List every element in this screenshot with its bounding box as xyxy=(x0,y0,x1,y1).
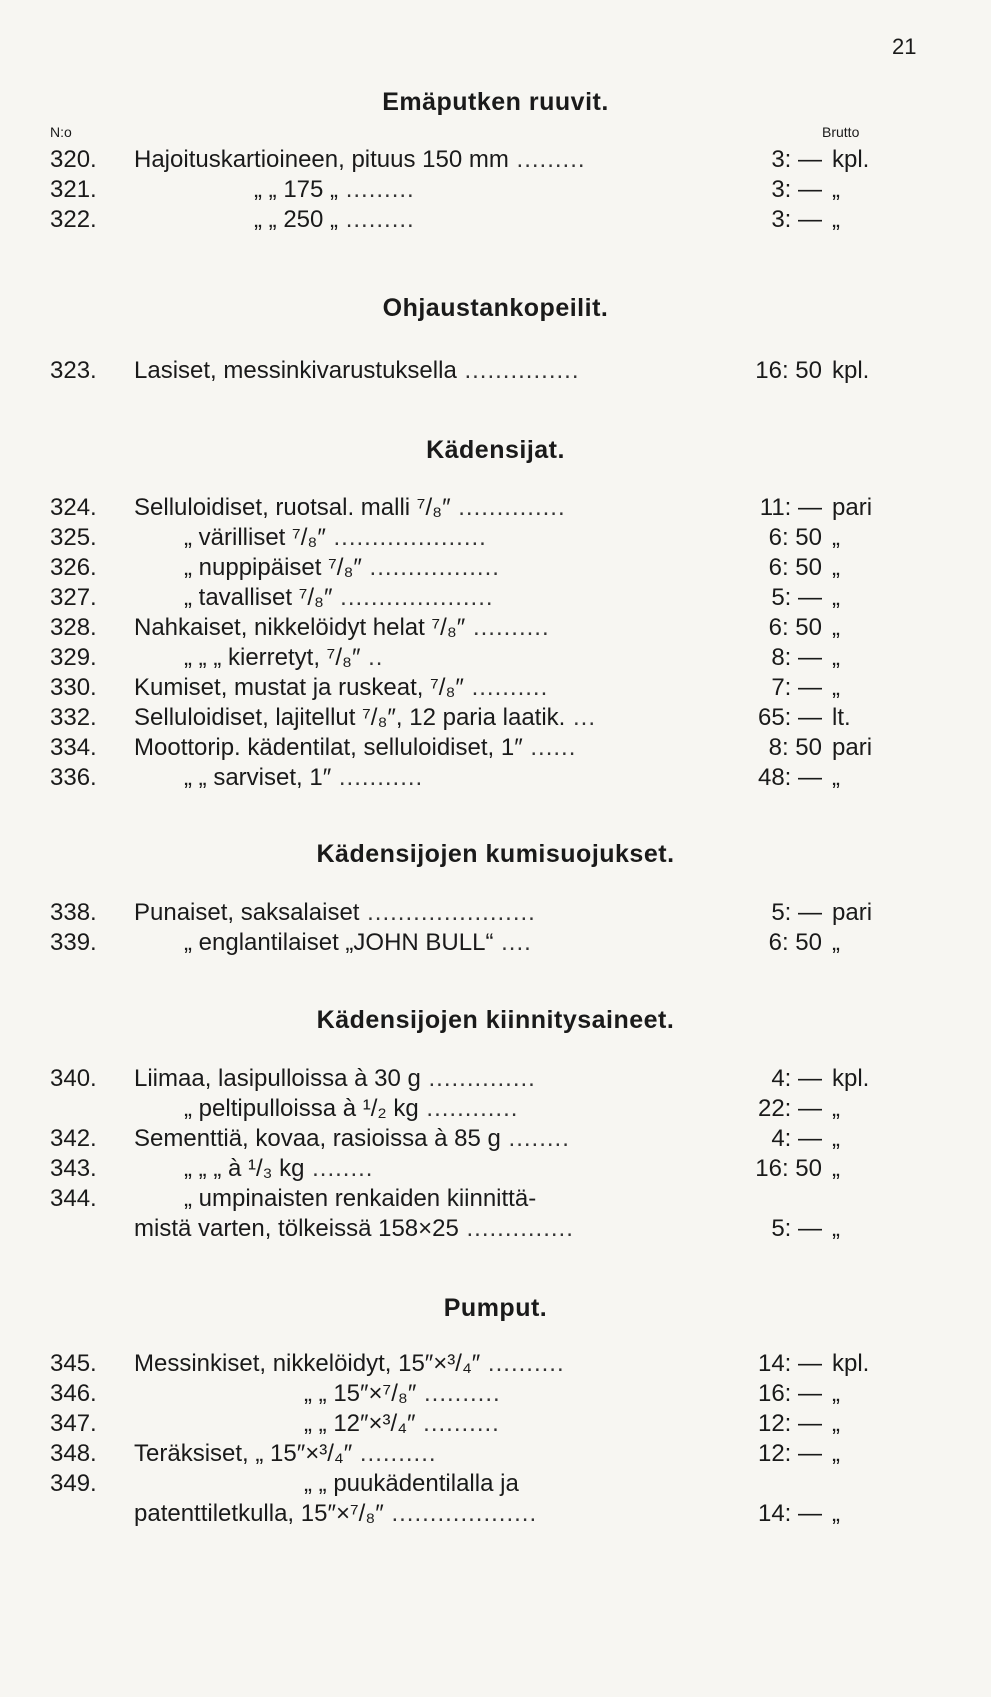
item-price: 6: 50 xyxy=(768,929,822,956)
item-description: „ nuppipäiset ⁷/₈″ ................. xyxy=(184,554,500,581)
item-number: 327. xyxy=(50,584,97,611)
section-title: Kädensijat. xyxy=(426,436,565,464)
item-description: Hajoituskartioineen, pituus 150 mm ......... xyxy=(134,146,586,173)
item-number: 347. xyxy=(50,1410,97,1437)
list-item xyxy=(50,553,900,583)
list-item xyxy=(50,1349,900,1379)
item-unit: kpl. xyxy=(832,146,870,173)
item-unit: lt. xyxy=(832,704,851,731)
list-item xyxy=(50,613,900,643)
item-description: Liimaa, lasipulloissa à 30 g .............. xyxy=(134,1065,536,1092)
item-price: 8: 50 xyxy=(768,734,822,761)
item-number: 330. xyxy=(50,674,97,701)
section-title: Emäputken ruuvit. xyxy=(382,88,609,116)
item-unit: „ xyxy=(832,1125,840,1152)
item-price: 6: 50 xyxy=(768,554,822,581)
item-unit: „ xyxy=(832,554,840,581)
item-unit: kpl. xyxy=(832,1350,870,1377)
list-item xyxy=(50,733,900,763)
item-price: 16: — xyxy=(757,1380,822,1407)
item-unit: „ xyxy=(832,524,840,551)
item-description: Selluloidiset, ruotsal. malli ⁷/₈″ .............. xyxy=(134,494,566,521)
item-number: 338. xyxy=(50,899,97,926)
list-item xyxy=(50,145,900,175)
item-number: 329. xyxy=(50,644,97,671)
item-description: „ „ 12″×³/₄″ .......... xyxy=(304,1410,500,1437)
item-price: 65: — xyxy=(757,704,822,731)
item-description: Nahkaiset, nikkelöidyt helat ⁷/₈″ .......... xyxy=(134,614,550,641)
item-price: 48: — xyxy=(757,764,822,791)
list-item xyxy=(50,1214,900,1244)
item-description: „ peltipulloissa à ¹/₂ kg ............ xyxy=(184,1095,519,1122)
item-number: 322. xyxy=(50,206,97,233)
item-price: 7: — xyxy=(771,674,822,701)
item-description: Sementtiä, kovaa, rasioissa à 85 g ........ xyxy=(134,1125,570,1152)
item-number: 332. xyxy=(50,704,97,731)
list-item xyxy=(50,1469,900,1499)
item-unit: „ xyxy=(832,206,840,233)
item-unit: „ xyxy=(832,614,840,641)
item-unit: „ xyxy=(832,929,840,956)
item-price: 6: 50 xyxy=(768,614,822,641)
item-price: 3: — xyxy=(771,146,822,173)
item-price: 14: — xyxy=(757,1350,822,1377)
item-price: 3: — xyxy=(771,176,822,203)
item-price: 14: — xyxy=(757,1500,822,1527)
list-item xyxy=(50,175,900,205)
item-price: 11: — xyxy=(759,494,822,521)
item-unit: kpl. xyxy=(832,357,870,384)
item-price: 12: — xyxy=(757,1440,822,1467)
item-unit: pari xyxy=(832,734,873,761)
item-description: „ tavalliset ⁷/₈″ .................... xyxy=(184,584,494,611)
item-price: 16: 50 xyxy=(755,357,822,384)
item-price: 6: 50 xyxy=(768,524,822,551)
item-description: „ „ „ kierretyt, ⁷/₈″ .. xyxy=(184,644,384,671)
item-price: 4: — xyxy=(771,1125,822,1152)
item-price: 5: — xyxy=(771,584,822,611)
item-description: „ „ puukädentilalla ja xyxy=(304,1470,519,1497)
list-item xyxy=(50,1184,900,1214)
item-number: 324. xyxy=(50,494,97,521)
item-description: „ värilliset ⁷/₈″ .................... xyxy=(184,524,487,551)
item-price: 16: 50 xyxy=(755,1155,822,1182)
item-description: Lasiset, messinkivarustuksella ............... xyxy=(134,357,580,384)
item-number: 321. xyxy=(50,176,97,203)
item-description: „ „ 15″×⁷/₈″ .......... xyxy=(304,1380,501,1407)
item-unit: pari xyxy=(832,494,873,521)
item-price: 22: — xyxy=(757,1095,822,1122)
item-unit: pari xyxy=(832,899,873,926)
item-description: Messinkiset, nikkelöidyt, 15″×³/₄″ .......... xyxy=(134,1350,565,1377)
item-description: Teräksiset, „ 15″×³/₄″ .......... xyxy=(134,1440,437,1467)
item-unit: „ xyxy=(832,1380,840,1407)
list-item xyxy=(50,1499,900,1529)
list-item xyxy=(50,205,900,235)
item-unit: „ xyxy=(832,1440,840,1467)
item-description: „ „ 250 „ ......... xyxy=(254,206,415,233)
item-number: 345. xyxy=(50,1350,97,1377)
item-number: 343. xyxy=(50,1155,97,1182)
list-item xyxy=(50,898,900,928)
list-item xyxy=(50,1064,900,1094)
item-description: „ umpinaisten renkaiden kiinnittä- xyxy=(184,1185,537,1212)
item-unit: „ xyxy=(832,644,840,671)
item-unit: kpl. xyxy=(832,1065,870,1092)
list-item xyxy=(50,493,900,523)
item-number: 344. xyxy=(50,1185,97,1212)
item-number: 342. xyxy=(50,1125,97,1152)
item-description: „ „ 175 „ ......... xyxy=(254,176,415,203)
item-number: 323. xyxy=(50,357,97,384)
section-title: Pumput. xyxy=(443,1294,548,1322)
item-unit: „ xyxy=(832,764,840,791)
item-number: 346. xyxy=(50,1380,97,1407)
item-number: 349. xyxy=(50,1470,97,1497)
item-unit: „ xyxy=(832,1410,840,1437)
item-number: 325. xyxy=(50,524,97,551)
list-item xyxy=(50,928,900,958)
item-number: 336. xyxy=(50,764,97,791)
item-unit: „ xyxy=(832,1095,840,1122)
item-unit: „ xyxy=(832,1500,840,1527)
item-description: Punaiset, saksalaiset ...................... xyxy=(134,899,536,926)
item-price: 5: — xyxy=(771,899,822,926)
item-unit: „ xyxy=(832,674,840,701)
section-title: Ohjaustankopeilit. xyxy=(382,294,609,322)
item-number: 339. xyxy=(50,929,97,956)
list-item xyxy=(50,523,900,553)
item-number: 328. xyxy=(50,614,97,641)
item-description: mistä varten, tölkeissä 158×25 .............. xyxy=(134,1215,574,1242)
section-title: Kädensijojen kiinnitysaineet. xyxy=(316,1006,675,1034)
item-price: 12: — xyxy=(757,1410,822,1437)
item-description: Moottorip. kädentilat, selluloidiset, 1″ ...... xyxy=(134,734,577,761)
item-description: „ „ sarviset, 1″ ........... xyxy=(184,764,424,791)
item-description: „ „ „ à ¹/₃ kg ........ xyxy=(184,1155,374,1182)
list-item xyxy=(50,1094,900,1124)
item-price: 4: — xyxy=(771,1065,822,1092)
item-number: 326. xyxy=(50,554,97,581)
item-unit: „ xyxy=(832,584,840,611)
column-header-no: N:o xyxy=(50,124,72,140)
item-number: 348. xyxy=(50,1440,97,1467)
list-item xyxy=(50,1154,900,1184)
list-item xyxy=(50,703,900,733)
item-number: 334. xyxy=(50,734,97,761)
list-item xyxy=(50,356,900,386)
list-item xyxy=(50,1124,900,1154)
item-description: „ englantilaiset „JOHN BULL“ .... xyxy=(184,929,532,956)
item-description: patenttiletkulla, 15″×⁷/₈″ ................... xyxy=(134,1500,538,1527)
list-item xyxy=(50,1379,900,1409)
section-title: Kädensijojen kumisuojukset. xyxy=(316,840,675,868)
list-item xyxy=(50,1409,900,1439)
item-number: 320. xyxy=(50,146,97,173)
item-unit: „ xyxy=(832,1215,840,1242)
item-price: 3: — xyxy=(771,206,822,233)
item-price: 8: — xyxy=(771,644,822,671)
page-number: 21 xyxy=(892,34,917,59)
list-item xyxy=(50,583,900,613)
list-item xyxy=(50,763,900,793)
item-unit: „ xyxy=(832,1155,840,1182)
list-item xyxy=(50,643,900,673)
list-item xyxy=(50,1439,900,1469)
item-price: 5: — xyxy=(771,1215,822,1242)
item-description: Selluloidiset, lajitellut ⁷/₈″, 12 paria laatik. ... xyxy=(134,704,597,731)
list-item xyxy=(50,673,900,703)
column-header-price: Brutto xyxy=(822,124,860,140)
item-number: 340. xyxy=(50,1065,97,1092)
item-description: Kumiset, mustat ja ruskeat, ⁷/₈″ .......... xyxy=(134,674,549,701)
item-unit: „ xyxy=(832,176,840,203)
